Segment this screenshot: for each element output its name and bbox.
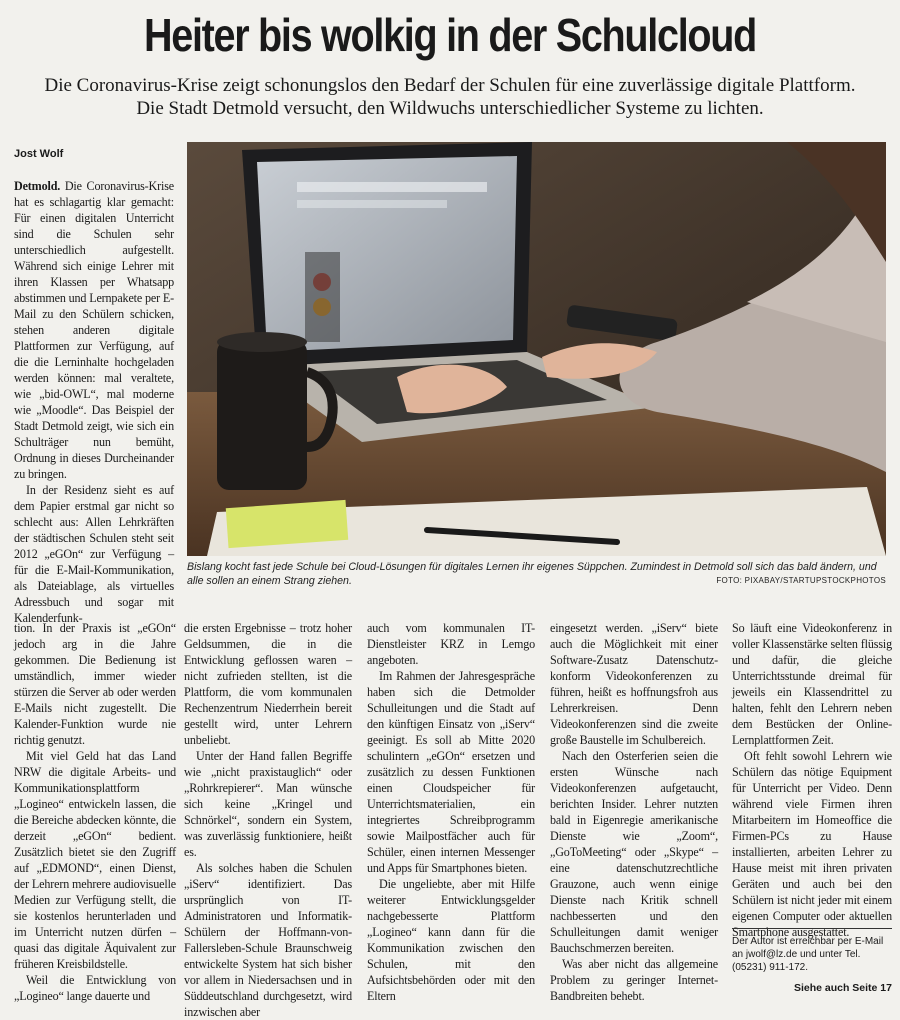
article-paragraph: Die ungeliebte, aber mit Hilfe weiterer Entwicklungsgelder nachgebesserte Plattform „Logineo“ kann dann für die Kommunikation zwischen den Schulen, mit den Aufsichtsbehörden oder mit den Eltern (367, 877, 535, 1003)
author-byline: Jost Wolf (14, 148, 64, 160)
article-paragraph: Unter der Hand fallen Begriffe wie „nicht praxistauglich“ oder „Rohrkrepierer“. Man wünsche sich keine „Kringel und Schnörkel“, sondern ein System, was zuverlässig funktioniere, heißt es. (184, 749, 352, 859)
article-column-4 (550, 620, 718, 1004)
author-contact-note: Der Autor ist erreichbar per E-Mail an jwolf@lz.de und unter Tel. (05231) 911-172. (732, 928, 892, 974)
article-paragraph: Im Rahmen der Jahresgespräche haben sich die Detmolder Schulleitungen und die Stadt auf den künftigen Einsatz von „iServ“ geeinigt. Es soll ab Mitte 2020 schulintern „eGOn“ ersetzen und zusätzlich zu dessen Funktionen einen Cloudspeicher für Unterrichtsmaterialien, ein integriertes Schreibprogramm sowie Mailpostfächer auch für Schüler, einen internen Messenger und Apps für Smartphones bieten. (367, 669, 535, 875)
photo-credit: FOTO: PIXABAY/STARTUPSTOCKPHOTOS (716, 576, 886, 585)
article-paragraph: So läuft eine Videokonferenz in voller Klassenstärke selten flüssig und dafür, die gleiche Unterrichtsstunde dreimal für jeweils ein Klassendrittel zu halten, fehlt den Lehrern neben dem Bestücken der Online-Lernplattformen Zeit. (732, 621, 892, 747)
article-paragraph: die ersten Ergebnisse – trotz hoher Geldsummen, die in die Entwicklung geflossen waren – nicht zufrieden stellten, ist die Plattform, die vom kommunalen Rechenzentrum Niederrhein bereit gestellt wird, unter Lehrern unbeliebt. (184, 621, 352, 747)
article-paragraph: auch vom kommunalen IT-Dienstleister KRZ in Lemgo angeboten. (367, 621, 535, 667)
article-paragraph: Oft fehlt sowohl Lehrern wie Schülern das nötige Equipment für Unterricht per Video. Denn während viele Firmen ihren Mitarbeitern im Homeoffice die Firmen-PCs zu Hause installierten, arbeiten Lehrer zu Hause meist mit ihren privaten Geräten und auch bei den Schülern ist nicht jeder mit einem eigenen Computer oder aktuellen Smartphone ausgestattet. (732, 749, 892, 939)
subheadline (20, 74, 880, 120)
article-column-3 (367, 620, 535, 1004)
article-column-1 (14, 178, 174, 626)
dateline: Detmold. (14, 179, 61, 193)
article-paragraph: Was aber nicht das allgemeine Problem zu geringer Internet-Bandbreiten behebt. (550, 957, 718, 1003)
article-column-1-continued (14, 620, 176, 1004)
article-photo (187, 142, 886, 556)
article-paragraph: Als solches haben die Schulen „iServ“ identifiziert. Das ursprünglich von IT-Administratoren und Informatik-Schülern der Hoffmann-von-Fallersleben-Schule Braunschweig entwickelte System hat sich bisher vor allem in Niedersachsen und in Süddeutschland durchgesetzt, wird inzwischen aber (184, 861, 352, 1019)
see-also-reference: Siehe auch Seite 17 (793, 982, 892, 994)
article-paragraph: Weil die Entwicklung von „Logineo“ lange dauerte und (14, 973, 176, 1003)
photo-caption: Bislang kocht fast jede Schule bei Cloud-Lösungen für digitales Lernen ihr eigenes Süppchen. Zumindest in Detmold soll sich das bald ändern, und alle sollen an einem Strang ziehen. (187, 561, 877, 587)
article-column-2 (184, 620, 352, 1020)
photo-illustration (187, 142, 886, 556)
article-paragraph: In der Residenz sieht es auf dem Papier erstmal gar nicht so schlecht aus: Allen Lehrkräften der städtischen Schulen steht seit 2012 „eGOn“ zur Verfügung – für die E-Mail-Kommunikation, als Dateiablage, als virtuelles Adressbuch und sogar mit Kalenderfunk- (14, 483, 174, 625)
article-paragraph: Mit viel Geld hat das Land NRW die digitale Arbeits- und Kommunikationsplattform „Logineo“ entwickeln lassen, die die Bereiche abdecken könnte, die derzeit „eGOn“ bedient. Zusätzlich bietet sie den Zugriff auf „EDMOND“, einen Dienst, der Lehrern mehrere audiovisuelle Medien zur Verfügung stellt, die sie kostenlos herunterladen und im Unterricht nutzen dürfen – quasi das digitale Äquivalent zur früheren Kreisbildstelle. (14, 749, 176, 971)
subheadline-line-1: Die Coronavirus-Krise zeigt schonungslos den Bedarf der Schulen für eine zuverlässige digitale Plattform. (44, 75, 856, 96)
article-paragraph: eingesetzt werden. „iServ“ biete auch die Möglichkeit mit einer Software-Zusatz Datenschutz-konform Videokonferenzen zu führen, heißt es hoffnungsfroh aus Lehrerkreisen. Denn Videokonferenzen sind die zweite große Baustelle im Schulbereich. (550, 621, 718, 747)
subheadline-line-2: Die Stadt Detmold versucht, den Wildwuchs unterschiedlicher Systeme zu lichten. (136, 98, 764, 119)
article-paragraph: Nach den Osterferien seien die ersten Wünsche nach Videokonferenzen aufgetaucht, berichten Insider. Lehrer nutzten bald in Eigenregie amerikanische Dienste wie „Zoom“, „GoToMeeting“ oder „Skype“ – eine datenschutzrechtliche Grauzone, auch wenn einige Dienste nach Kritik schnell nachbesserten und den Schulleitungen damit weniger Bauchschmerzen bereiten. (550, 749, 718, 955)
headline: Heiter bis wolkig in der Schulcloud (143, 9, 757, 61)
article-paragraph: Detmold. Die Coronavirus-Krise hat es schlagartig klar gemacht: Für einen digitalen Unterricht sind die Schulen sehr unterschiedlich aufgestellt. Während sich einige Lehrer mit ihren Klassen per Whatsapp abstimmen und Lernpakete per E-Mail zu den Schülern schicken, stehen anderen digitale Plattformen zur Verfügung, auf die die Lerninhalte hochgeladen werden können: mal veraltete, wie „bid-OWL“, mal moderne wie „Moodle“. Das Beispiel der Stadt Detmold zeigt, wie sich ein Schulträger nun bemüht, Ordnung in dieses Durcheinander zu bringen. (14, 179, 174, 481)
article-column-5 (732, 620, 892, 940)
article-paragraph: tion. In der Praxis ist „eGOn“ jedoch arg in die Jahre gekommen. Die Bedienung ist umständlich, immer wieder stürzen die Server ab oder werden E-Mails nicht zugestellt. Die Kalender-Funktion wurde nie richtig genutzt. (14, 621, 176, 747)
